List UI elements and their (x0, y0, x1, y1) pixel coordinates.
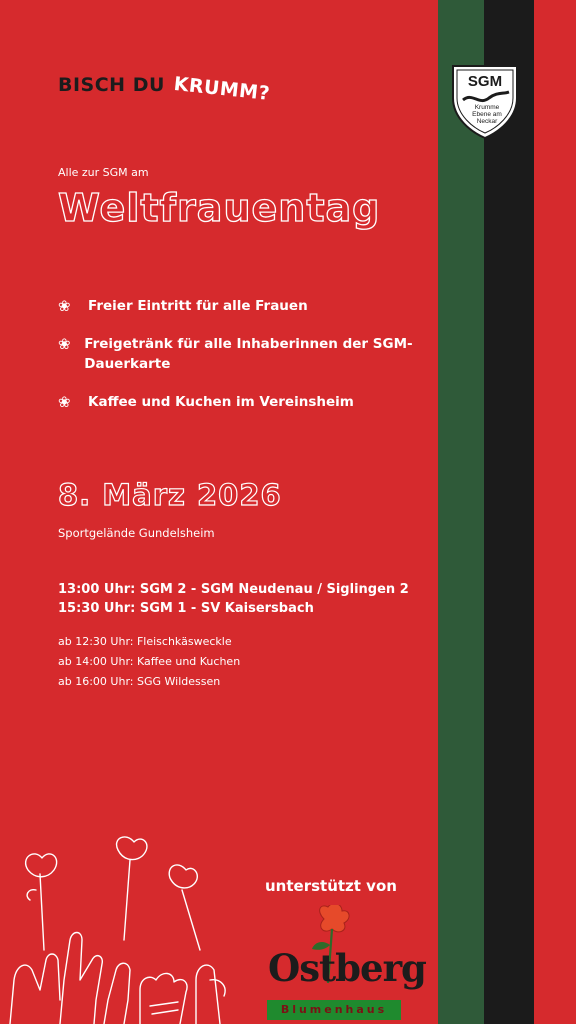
svg-text:SGM: SGM (467, 73, 503, 90)
flower-icon: ❀ (58, 393, 71, 411)
headline (58, 72, 272, 105)
event-title: Weltfrauentag (58, 186, 381, 230)
svg-text:Ebene am: Ebene am (472, 111, 502, 118)
event-venue: Sportgelände Gundelsheim (58, 526, 215, 540)
red-stripe (534, 0, 576, 1024)
black-stripe (484, 0, 534, 1024)
benefit-item (58, 334, 428, 374)
benefit-text: Kaffee und Kuchen im Vereinsheim (88, 394, 354, 410)
benefit-text: Freigetränk für alle Inhaberinnen der SGM-Dauerkarte (84, 336, 413, 372)
svg-text:Krumme: Krumme (474, 104, 500, 111)
benefit-item (58, 296, 428, 316)
intro-text: Alle zur SGM am (58, 166, 149, 179)
sponsor-name: Ostberg (268, 946, 426, 990)
flower-icon: ❀ (58, 297, 71, 315)
extra-item: ab 12:30 Uhr: Fleischkäsweckle (58, 635, 232, 648)
extra-item: ab 16:00 Uhr: SGG Wildessen (58, 675, 221, 688)
game-item: 13:00 Uhr: SGM 2 - SGM Neudenau / Siglingen 2 (58, 582, 409, 597)
headline-part2: KRUMM? (172, 72, 272, 105)
game-item: 15:30 Uhr: SGM 1 - SV Kaisersbach (58, 601, 314, 616)
club-logo (449, 62, 521, 140)
extra-item: ab 14:00 Uhr: Kaffee und Kuchen (58, 655, 241, 668)
benefit-text: Freier Eintritt für alle Frauen (88, 298, 308, 314)
sponsor-subtitle: Blumenhaus (267, 1000, 401, 1020)
flower-icon: ❀ (58, 335, 71, 353)
games-list (58, 580, 409, 618)
svg-text:Neckar: Neckar (476, 118, 498, 125)
benefits-list (58, 296, 428, 430)
event-date: 8. März 2026 (58, 478, 282, 512)
benefit-item (58, 392, 428, 412)
extras-list (58, 632, 240, 692)
support-label: unterstützt von (265, 877, 397, 895)
green-stripe (438, 0, 484, 1024)
headline-part1: BISCH DU (58, 74, 165, 96)
hands-illustration (0, 830, 250, 1024)
